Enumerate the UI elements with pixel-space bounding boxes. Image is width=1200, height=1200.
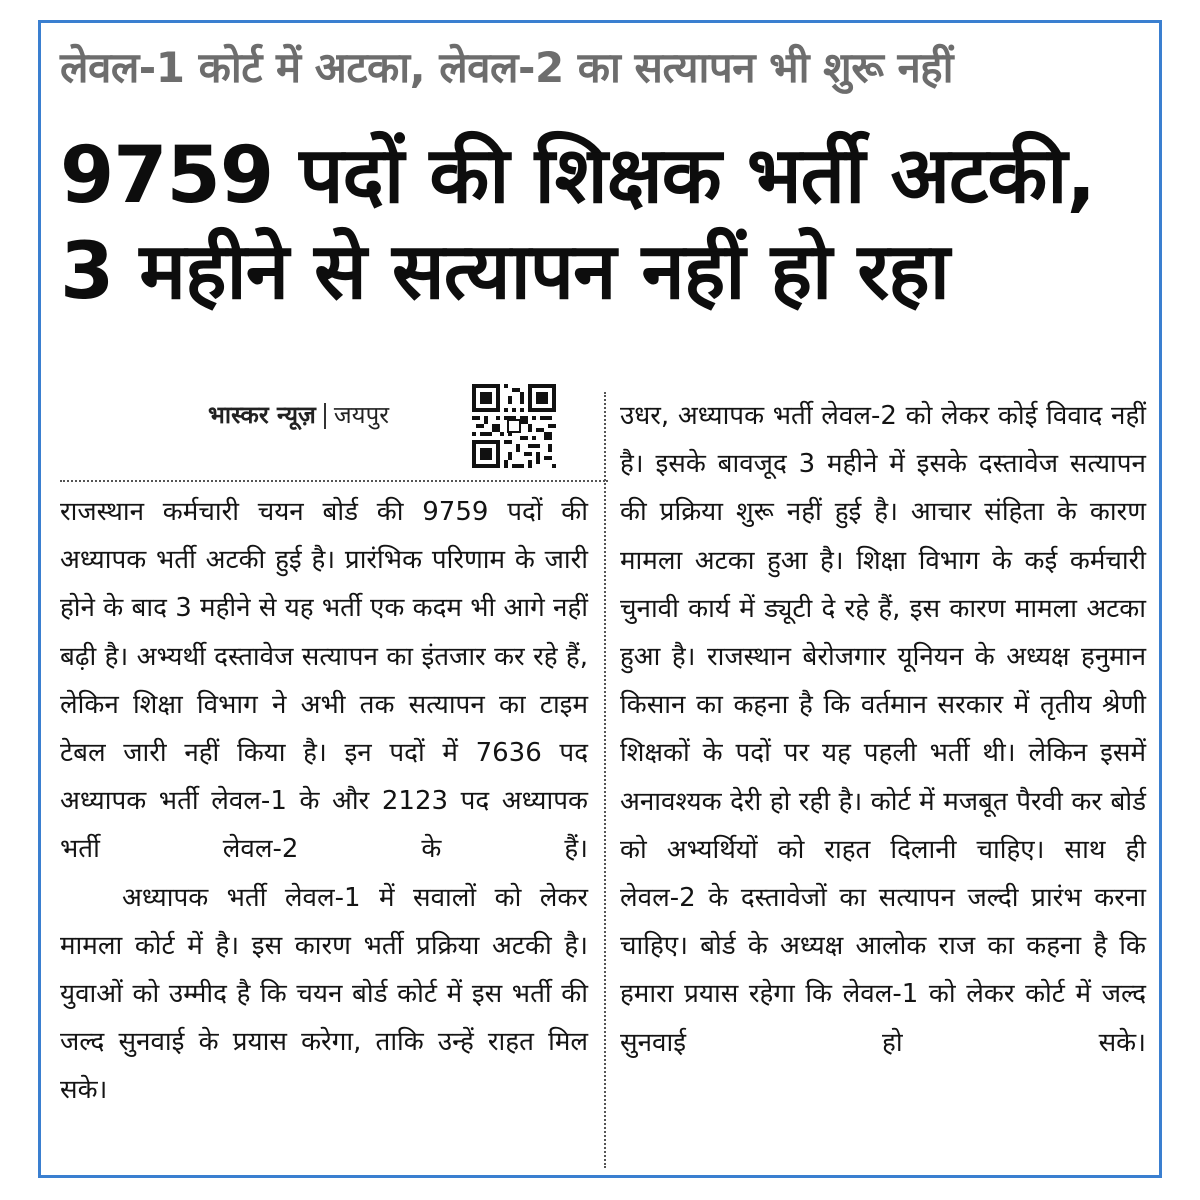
- byline-divider: [60, 480, 608, 482]
- byline-city: जयपुर: [333, 401, 390, 429]
- column-divider: [604, 392, 606, 1168]
- byline-agency: भास्कर न्यूज़: [208, 401, 316, 429]
- column-1-paragraph-2: अध्यापक भर्ती लेवल-1 में सवालों को लेकर मामला कोर्ट में है। इस कारण भर्ती प्रक्रिया अटकी है। युवाओं को उम्मीद है कि चयन बोर्ड कोर्ट में इस भर्ती की जल्द सुनवाई के प्रयास करेगा, ताकि उन्हें राहत मिल सके।: [60, 882, 588, 1106]
- headline-line-1: 9759 पदों की शिक्षक भर्ती अटकी,: [60, 131, 1096, 221]
- byline-separator: [324, 403, 326, 429]
- article-column-2: [620, 392, 1146, 1067]
- byline: [208, 398, 389, 431]
- column-1-paragraph-1: राजस्थान कर्मचारी चयन बोर्ड की 9759 पदों की अध्यापक भर्ती अटकी हुई है। प्रारंभिक परिणाम के जारी होने के बाद 3 महीने से यह भर्ती एक कदम भी आगे नहीं बढ़ी है। अभ्यर्थी दस्तावेज सत्यापन का इंतजार कर रहे हैं, लेकिन शिक्षा विभाग ने अभी तक सत्यापन का टाइम टेबल जारी नहीं किया है। इन पदों में 7636 पद अध्यापक भर्ती लेवल-1 के और 2123 पद अध्यापक भर्ती लेवल-2 के हैं।: [60, 497, 588, 865]
- article-headline: [60, 128, 1150, 320]
- qr-code-icon: [472, 384, 556, 468]
- article-kicker: लेवल-1 कोर्ट में अटका, लेवल-2 का सत्यापन भी शुरू नहीं: [60, 43, 953, 92]
- article-column-1: [60, 488, 588, 1115]
- headline-line-2: 3 महीने से सत्यापन नहीं हो रहा: [60, 227, 949, 317]
- column-2-paragraph-1: उधर, अध्यापक भर्ती लेवल-2 को लेकर कोई विवाद नहीं है। इसके बावजूद 3 महीने में इसके दस्तावेज सत्यापन की प्रक्रिया शुरू नहीं हुई है। आचार संहिता के कारण मामला अटका हुआ है। शिक्षा विभाग के कई कर्मचारी चुनावी कार्य में ड्यूटी दे रहे हैं, इस कारण मामला अटका हुआ है। राजस्थान बेरोजगार यूनियन के अध्यक्ष हनुमान किसान का कहना है कि वर्तमान सरकार में तृतीय श्रेणी शिक्षकों के पदों पर यह पहली भर्ती थी। लेकिन इसमें अनावश्यक देरी हो रही है। कोर्ट में मजबूत पैरवी कर बोर्ड को अभ्यर्थियों को राहत दिलानी चाहिए। साथ ही लेवल-2 के दस्तावेजों का सत्यापन जल्दी प्रारंभ करना चाहिए। बोर्ड के अध्यक्ष आलोक राज का कहना है कि हमारा प्रयास रहेगा कि लेवल-1 को लेकर कोर्ट में जल्द सुनवाई हो सके।: [620, 401, 1146, 1058]
